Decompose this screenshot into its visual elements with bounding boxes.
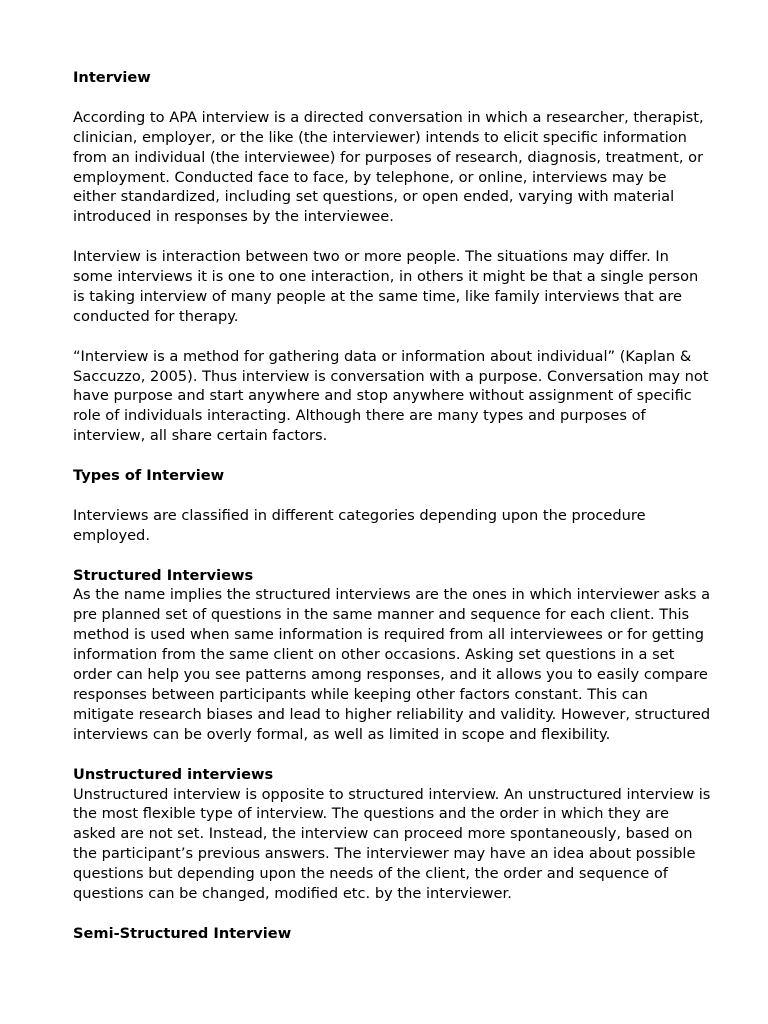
spacer [73,88,713,108]
semi-structured-heading: Semi-Structured Interview [73,924,292,942]
types-paragraph: Interviews are classified in different categories depending upon the procedure employed. [73,506,646,544]
spacer [73,546,713,566]
document-title: Interview [73,69,151,86]
spacer [73,227,713,247]
unstructured-paragraph: Unstructured interview is opposite to structured interview. An unstructured interview is the most flexible type of interview. The questions and the order in which they are asked are not set. Instead, the interview can proceed more spontaneously, based on the participant’s previous answers. The interviewer may have an idea about possible questions but depending upon the needs of the client, the order and sequence of questions can be changed, modified etc. by the interviewer. [73,785,711,903]
unstructured-heading: Unstructured interviews [73,765,274,783]
structured-paragraph: As the name implies the structured interviews are the ones in which interviewer asks a pre planned set of questions in the same manner and sequence for each client. This method is used when same information is required from all interviewees or for getting information from the same client on other occasions. Asking set questions in a set order can help you see patterns among responses, and it allows you to easily compare responses between participants while keeping other factors constant. This can mitigate research biases and lead to higher reliability and validity. However, structured interviews can be overly formal, as well as limited in scope and flexibility. [73,586,711,743]
spacer [73,327,713,347]
intro-paragraph-3: “Interview is a method for gathering data or information about individual” (Kaplan & Saccuzzo, 2005). Thus interview is conversation with a purpose. Conversation may not have purpose and start anywhere and stop anywhere without assignment of specific role of individuals interacting. Although there are many types and purposes of interview, all share certain factors. [73,347,709,445]
intro-paragraph-1: According to APA interview is a directed conversation in which a researcher, therapist, clinician, employer, or the like (the interviewer) intends to elicit specific information from an individual (the interviewee) for purposes of research, diagnosis, treatment, or employment. Conducted face to face, by telephone, or online, interviews may be either standardized, including set questions, or open ended, varying with material introduced in responses by the interviewee. [73,108,704,226]
spacer [73,904,713,924]
spacer [73,446,713,466]
types-heading: Types of Interview [73,467,225,485]
document-page [73,68,713,944]
intro-paragraph-2: Interview is interaction between two or more people. The situations may differ. In some interviews it is one to one interaction, in others it might be that a single person is taking interview of many people at the same time, like family interviews that are conducted for therapy. [73,248,699,325]
structured-heading: Structured Interviews [73,566,254,584]
spacer [73,486,713,506]
spacer [73,745,713,765]
